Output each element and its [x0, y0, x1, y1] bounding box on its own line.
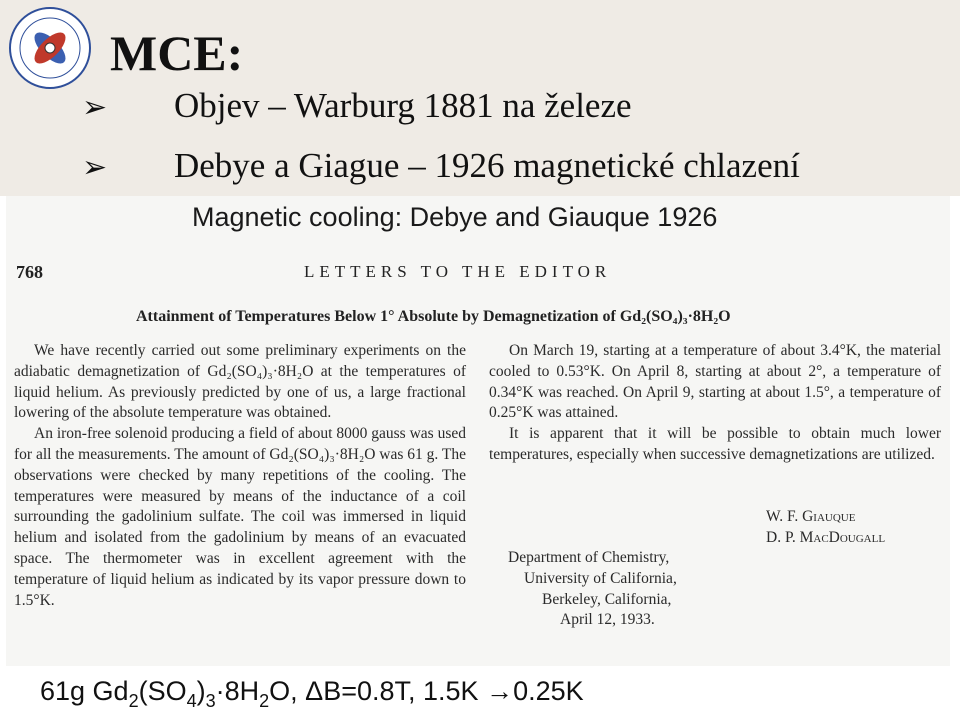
formula-part: ·8H — [215, 676, 260, 706]
paragraph: An iron-free solenoid producing a field of about 8000 gauss was used for all the measurements. The amount of Gd₂(SO₄)₃·8H₂O was 61 g. The observations were checked by many repetitions of the cooling. The temperatures were measured by means of the inductance of a coil surrounding the gadolinium sulfate. The coil was immersed in liquid helium and isolated from the gadolinium by means of an evacuated space. The thermometer was in excellent agreement with the temperature of liquid helium as indicated by its vapor pressure down to 1.5°K. — [14, 425, 466, 609]
formula-part: (SO — [138, 676, 187, 706]
affiliation-line: University of California, — [524, 570, 677, 587]
left-column — [14, 341, 466, 611]
running-head: LETTERS TO THE EDITOR — [304, 262, 612, 281]
author-name: W. F. Giauque — [766, 508, 856, 525]
arrow-bullet-icon: ➢ — [82, 151, 108, 184]
institute-logo — [8, 6, 92, 90]
paragraph: It is apparent that it will be possible to obtain much lower temperatures, especially when successive demagnetizations are utilized. — [489, 425, 941, 463]
page-number: 768 — [16, 262, 43, 282]
formula-subscript: 2 — [259, 691, 270, 711]
affiliation-line: Department of Chemistry, — [508, 549, 670, 566]
formula-subscript: 3 — [205, 691, 216, 711]
scan-heading: Magnetic cooling: Debye and Giauque 1926 — [192, 202, 718, 232]
formula-part: O, ΔB=0.8T, 1.5K →0.25K — [269, 676, 584, 706]
bullet-text: Objev – Warburg 1881 na železe — [174, 86, 632, 125]
article-title: Attainment of Temperatures Below 1° Absolute by Demagnetization of Gd₂(SO₄)₃·8H₂O — [136, 308, 731, 325]
bullet-text: Debye a Giague – 1926 magnetické chlazení — [174, 146, 800, 185]
affiliation-line: April 12, 1933. — [560, 611, 655, 628]
formula-subscript: 2 — [128, 691, 139, 711]
affiliation-line: Berkeley, California, — [542, 591, 672, 608]
author-name: D. P. MacDougall — [766, 529, 886, 546]
bullet-item — [82, 86, 632, 125]
paragraph: We have recently carried out some preliminary experiments on the adiabatic demagnetization of Gd₂(SO₄)₃·8H₂O at the temperatures of liquid helium. As previously predicted by one of us, a large fractional lowering of the absolute temperature was obtained. — [14, 342, 466, 422]
summary-formula — [40, 676, 584, 712]
bullet-item — [82, 146, 800, 185]
formula-subscript: 4 — [186, 691, 197, 711]
paragraph: On March 19, starting at a temperature of about 3.4°K, the material cooled to 0.53°K. On April 8, starting at about 2°, a temperature of 0.34°K was reached. On April 9, starting at about 1.5°, a temperature of 0.25°K was attained. — [489, 342, 941, 422]
right-column — [489, 341, 941, 466]
arrow-bullet-icon: ➢ — [82, 91, 108, 124]
formula-part: ) — [196, 676, 206, 706]
slide-title: MCE: — [110, 25, 244, 81]
formula-part: 61g Gd — [40, 676, 129, 706]
